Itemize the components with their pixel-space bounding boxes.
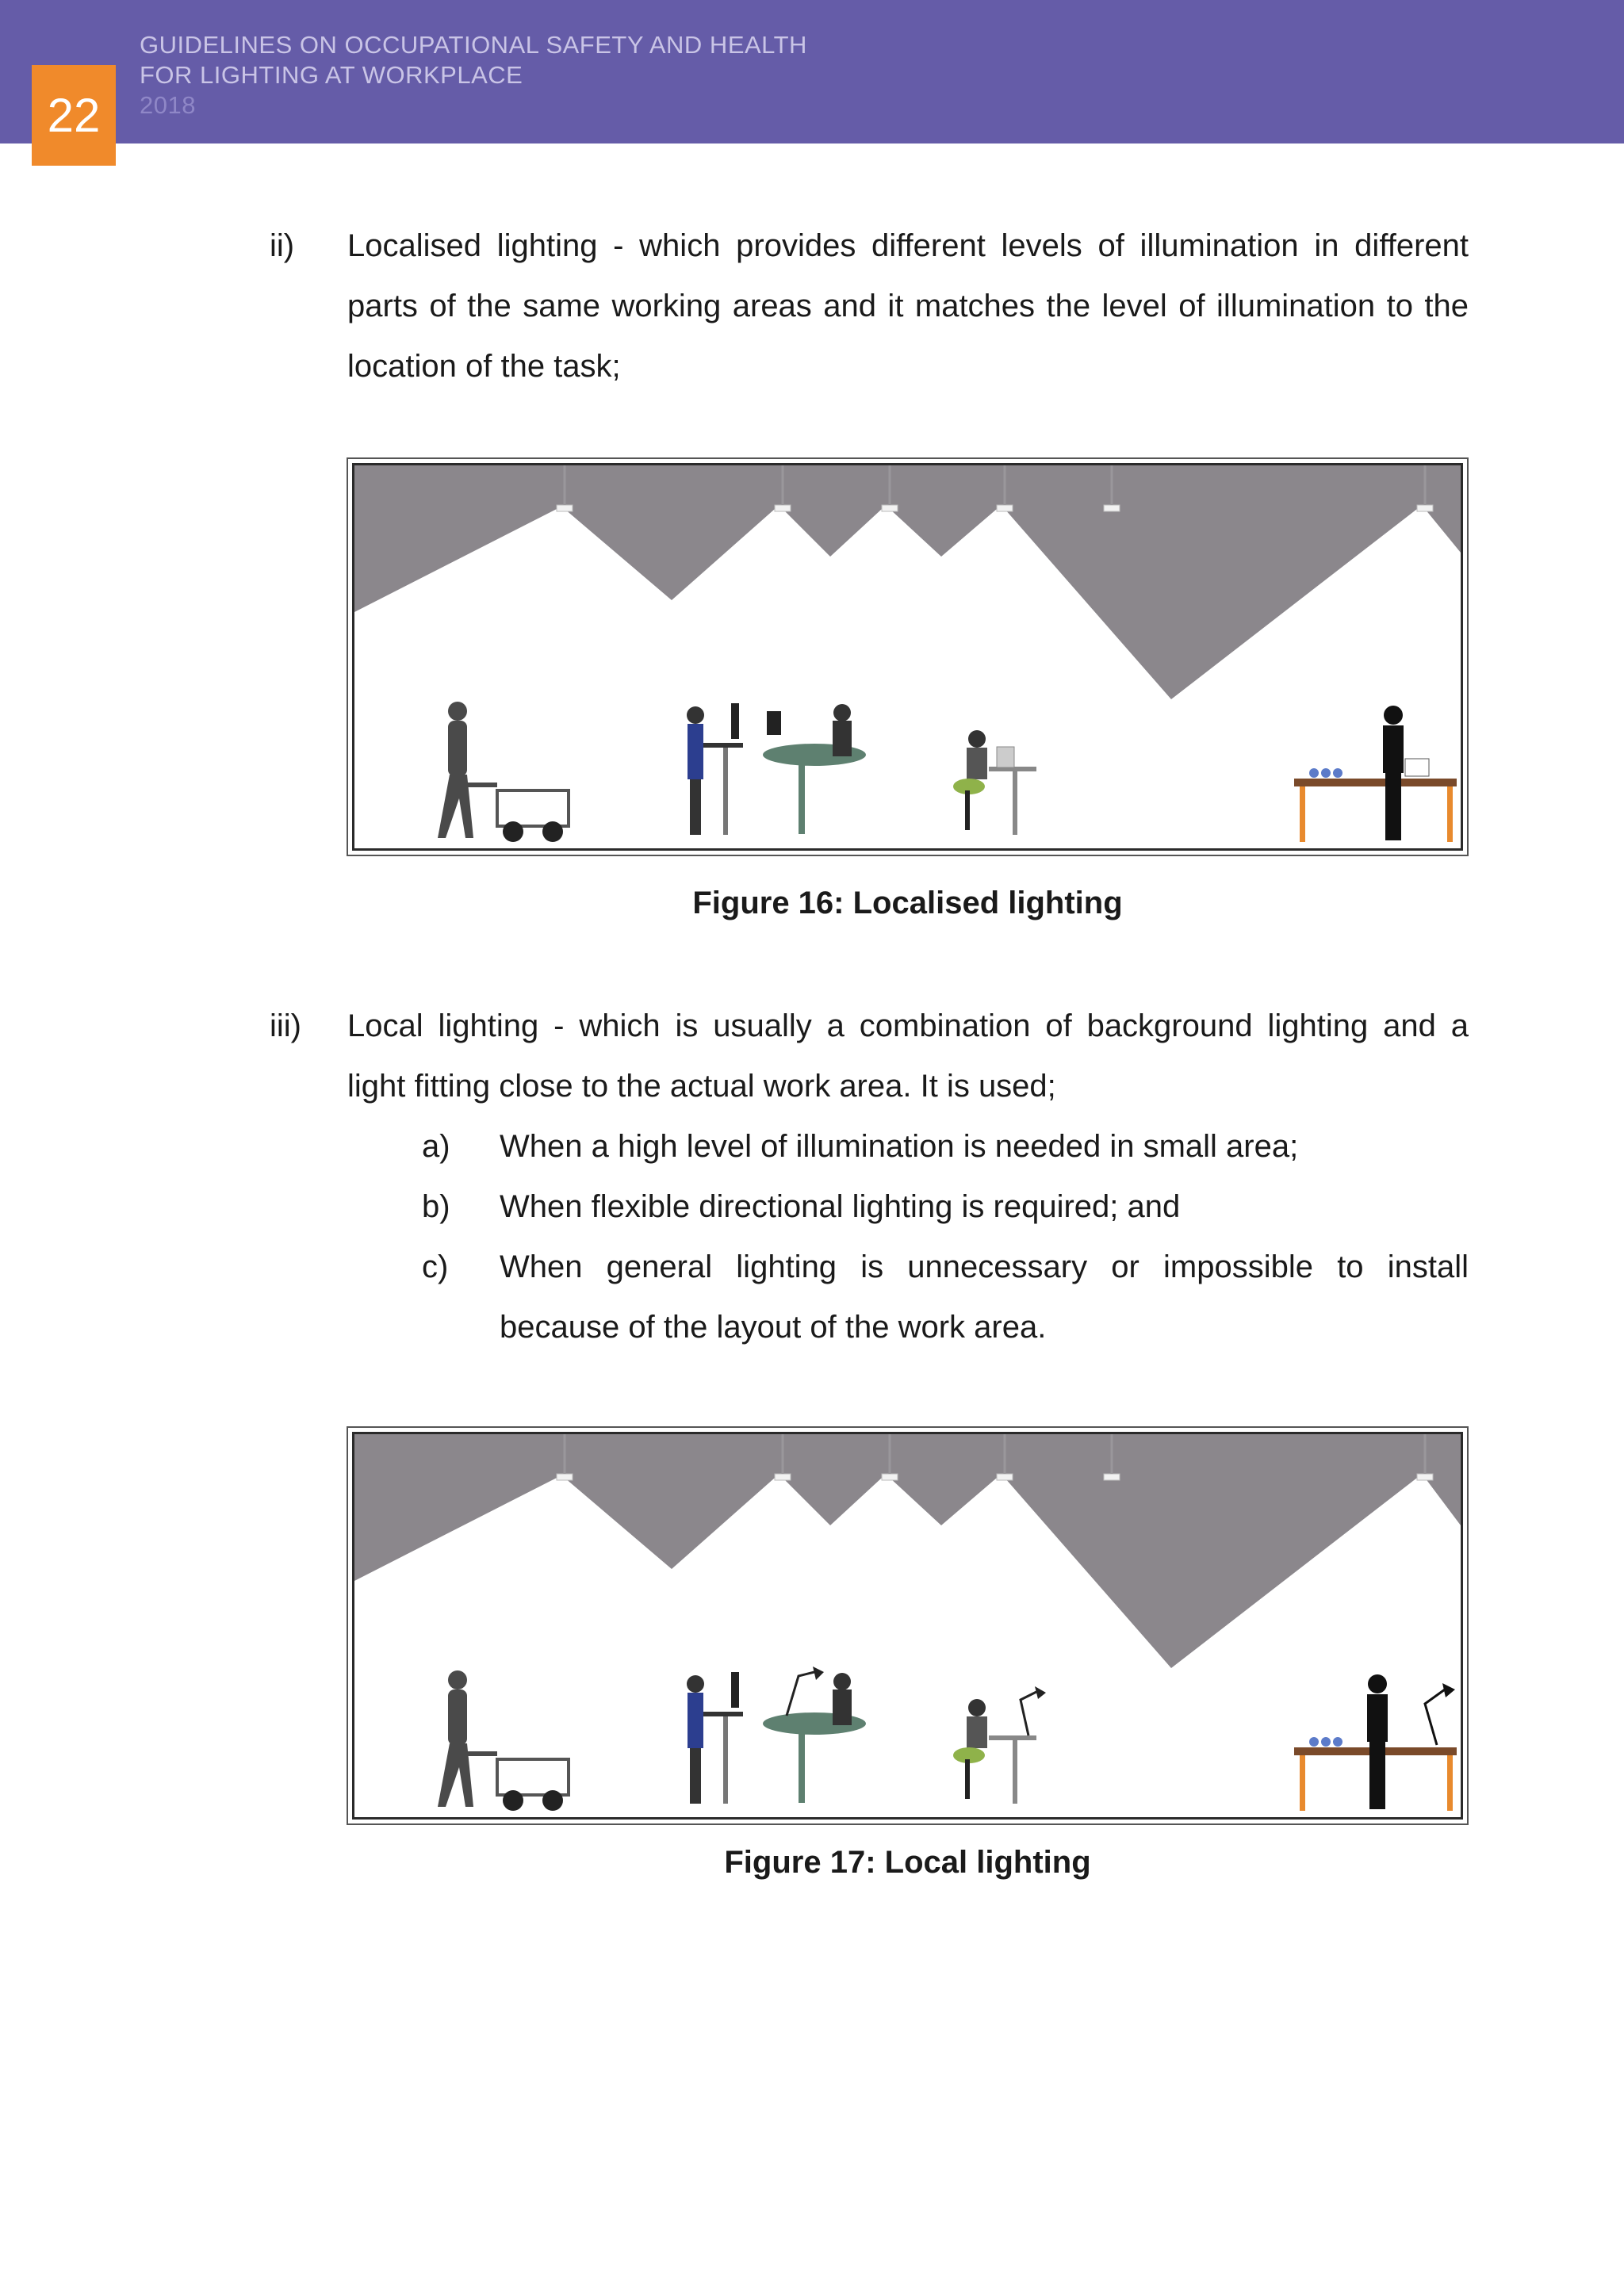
figure-17-illustration (347, 1426, 1469, 1825)
page-number-badge: 22 (32, 65, 116, 166)
list-number: ii) (270, 228, 295, 263)
title-line-1: GUIDELINES ON OCCUPATIONAL SAFETY AND HEALTH (140, 31, 807, 59)
seated-worker (953, 730, 1036, 835)
sub-list-item-a (422, 1116, 1469, 1177)
figure-16-caption: Figure 16: Localised lighting (692, 886, 1123, 920)
sub-list-label: b) (422, 1189, 450, 1224)
document-year: 2018 (140, 91, 196, 119)
workbench-worker (1294, 706, 1457, 842)
paragraph-line: light fitting close to the actual work area. It is used; (347, 1069, 1056, 1104)
list-item-iii (270, 996, 1469, 1360)
sub-list (422, 1116, 1469, 1357)
paragraph-line: location of the task; (347, 349, 621, 384)
worker-with-cart (438, 702, 569, 842)
list-item-ii (270, 216, 1469, 398)
localised-lighting-illustration (354, 465, 1461, 848)
sub-list-item-b (422, 1177, 1469, 1237)
sub-list-text: When a high level of illumination is needed in small area; (500, 1129, 1299, 1164)
list-number: iii) (270, 1008, 301, 1043)
worker-with-cart (438, 1670, 569, 1811)
sub-list-label: a) (422, 1129, 450, 1164)
sub-list-text: because of the layout of the work area. (500, 1310, 1047, 1345)
sub-list-text: When general lighting is unnecessary or impossible to install (500, 1249, 1469, 1284)
workbench-worker-with-lamp (1294, 1674, 1457, 1811)
document-title (140, 30, 807, 121)
local-lighting-illustration (354, 1434, 1461, 1817)
header-band (0, 0, 1624, 144)
paragraph-line: Localised lighting - which provides different levels of illumination in different (347, 228, 1469, 263)
paragraph-line: parts of the same working areas and it matches the level of illumination to the (347, 289, 1469, 323)
sub-list-text: When flexible directional lighting is required; and (500, 1189, 1181, 1224)
sub-list-label: c) (422, 1249, 449, 1284)
seated-worker-with-lamp (953, 1686, 1046, 1804)
office-workers-with-lamps (687, 1667, 866, 1804)
paragraph-line: Local lighting - which is usually a combination of background lighting and a (347, 1008, 1469, 1043)
title-line-2: FOR LIGHTING AT WORKPLACE (140, 61, 523, 89)
office-workers (687, 703, 866, 835)
sub-list-item-c (422, 1237, 1469, 1357)
figure-17-caption: Figure 17: Local lighting (724, 1845, 1091, 1880)
figure-16-illustration (347, 457, 1469, 856)
